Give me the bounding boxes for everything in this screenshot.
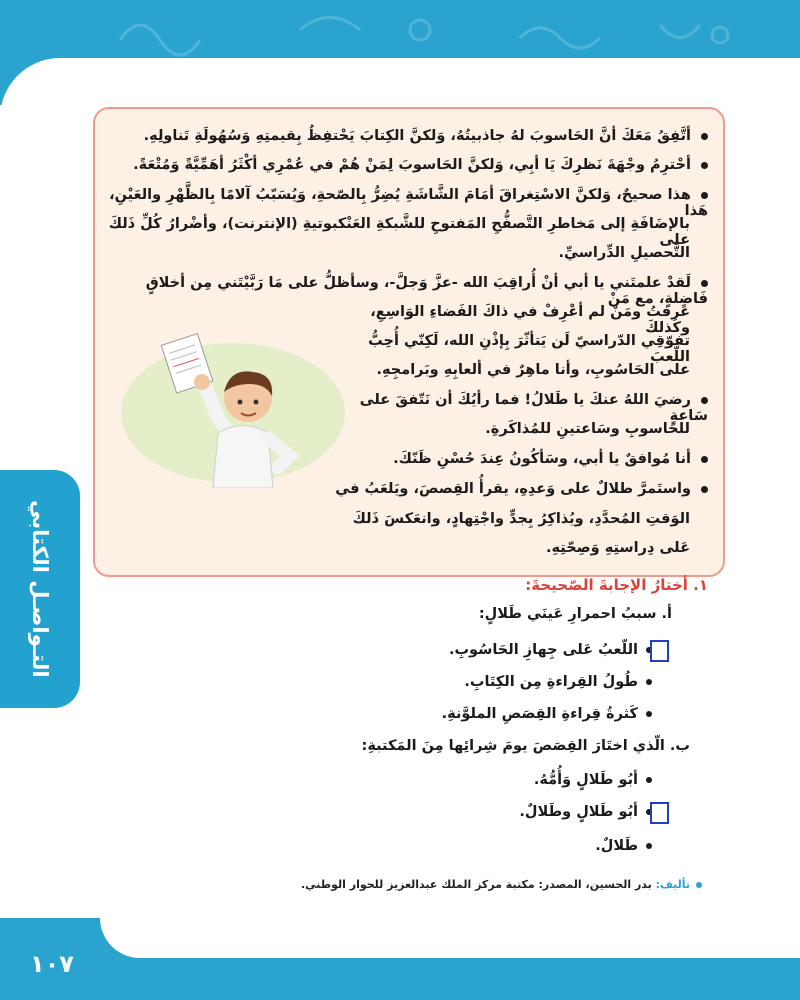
bullet-icon [701, 397, 708, 404]
option-a1[interactable]: اللّعبُ عَلى جِهازِ الحَاسُوبِ. [449, 642, 652, 658]
bullet-icon [701, 162, 708, 169]
dialogue-line: هذا صحيحٌ، وَلكنَّ الاسْتِغراقَ أمَامَ الشَّاشَةِ يُضِرُّ بِالصّحةِ، وَيُسَبّبُ آلامًا بِالظَّهْرِ والعَيْنِ، هَذا [109, 187, 708, 219]
dialogue-line: أنا مُوافقٌ يا أبي، وسَأكُونُ عِندَ حُسْنِ ظَنّكَ. [330, 451, 708, 467]
dialogue-line-cont: عَلى دِراستِهِ وَصِحّتِهِ. [545, 540, 690, 556]
dialogue-line: أتَّفِقُ مَعَكَ أنَّ الحَاسوبَ لهُ جاذبيتُهُ، وَلكنَّ الكِتابَ يَحْتفِظُ بِقيمتِهِ وَسُهُولَةِ تَناولِهِ. [108, 128, 708, 144]
bullet-icon [701, 280, 708, 287]
footer-notch [100, 918, 800, 958]
bullet-icon [701, 192, 708, 199]
selected-answer-box [650, 640, 669, 662]
dialogue-line: رضيَ اللهُ عنكَ يا طَلالُ! فما رأيُكَ أن نَتّفقَ على سَاعةٍ [359, 392, 708, 424]
question-a-label: أ. سببُ احمرارِ عَينَي طَلالٍ: [478, 606, 672, 622]
footer-band [0, 918, 800, 1000]
dialogue-line-cont: بالإضَافَةِ إلى مَخاطرِ التَّصفُّحِ المَفتوحِ للشَّبكةِ العَنْكبوتيةِ (الإنترنت)، وأضْرارُ كُلِّ ذَلكَ على [108, 216, 690, 248]
bullet-icon [646, 711, 652, 717]
dialogue-line-cont: للحَاسوبِ وسَاعتينِ للمُذاكَرةِ. [485, 421, 690, 437]
boy-holding-paper-illustration [118, 318, 348, 488]
option-b1[interactable]: أبُو طَلالٍ وَأُمُّهُ. [534, 772, 652, 788]
bullet-icon [646, 777, 652, 783]
option-b2[interactable]: أبُو طَلالٍ وطَلالٌ. [519, 804, 652, 820]
dialogue-line-cont: الوَقتِ المُحدَّدِ، ويُذاكِرُ بِجدٍّ واجْتِهادٍ، وانعَكسَ ذَلكَ [352, 511, 690, 527]
option-a2[interactable]: طُولُ القِراءةِ مِن الكِتَابِ. [464, 674, 652, 690]
bullet-icon [696, 882, 702, 888]
source-citation: تأليف: بدر الحسين، المصدر: مكتبة مركز الملك عبدالعزيز للحوار الوطني. [301, 878, 702, 891]
bullet-icon [701, 133, 708, 140]
page-number: ١٠٧ [30, 950, 74, 978]
dialogue-line: واستَمرَّ طلالٌ على وَعدِهِ، يقرأُ القِصصَ، ويَلعَبُ في [330, 481, 708, 497]
bullet-icon [701, 486, 708, 493]
dialogue-line: أحْترِمُ وجْهَةَ نَظرِكَ يَا أبِي، وَلكنَّ الحَاسوبَ لِمَنْ هُمْ في عُمْرِي أكْثَرُ أهَمِّيَّةً وَمُتْعَةً. [108, 157, 708, 173]
option-b3[interactable]: طَلالٌ. [595, 838, 652, 854]
question-b-label: ب. الّذي اختَارَ القِصَصَ يومَ شِرائِها مِنَ المَكتبةِ: [361, 738, 690, 754]
dialogue-line-cont: على الحَاسُوبِ، وأنا ماهِرٌ في ألعابِهِ وبَرامجِهِ. [376, 362, 690, 378]
selected-answer-box [650, 802, 669, 824]
chapter-side-tab-label: التـواصـل الكتابي [28, 500, 52, 678]
option-a3[interactable]: كَثرةُ قِراءةِ القِصَصِ الملوَّنةِ. [442, 706, 652, 722]
dialogue-line-cont: عَرفتُ ومَنْ لم أعْرِفْ في ذاكَ الفَضاءِ الوَاسِعِ، وكَذلكَ [370, 304, 690, 336]
question-title: ١. أختارُ الإجابةَ الصّحيحةَ: [525, 576, 708, 594]
calligraphy-pattern [0, 0, 800, 58]
bullet-icon [646, 679, 652, 685]
bullet-icon [701, 456, 708, 463]
dialogue-line-cont: التَّحصيلِ الدِّراسيِّ. [558, 245, 690, 261]
dialogue-line-cont: تفوّقِي الدّراسيّ لَن يَتأثّرَ بِإذْنِ الله، لَكِنّي أُحِبُّ اللَّعبَ [368, 333, 690, 365]
bullet-icon [646, 843, 652, 849]
header-band [0, 0, 800, 105]
chapter-side-tab [0, 470, 80, 708]
dialogue-line: لَقدْ علمتَني يا أبي أنْ أُراقِبَ الله -عزَّ وَجلَّ-، وسأظلُّ على مَا رَبَّيْتَني مِن أخلاقٍ فَاضِلةٍ، مع مَنْ [145, 275, 708, 307]
